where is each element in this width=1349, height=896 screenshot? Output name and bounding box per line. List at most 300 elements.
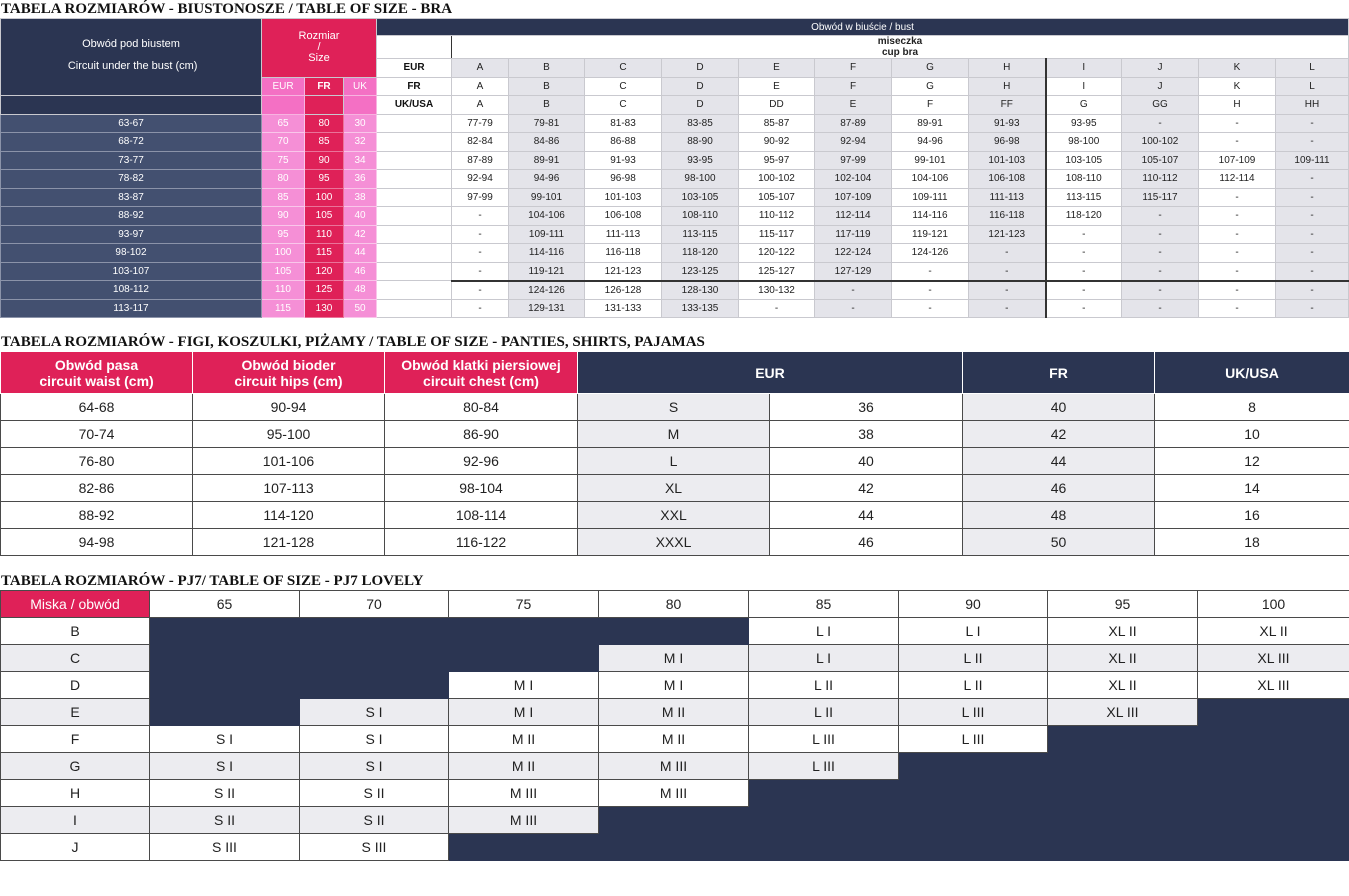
cup-header-en: cup bra (881, 47, 919, 58)
pj7-unavailable-cell (599, 807, 749, 834)
hips-value: 114-120 (193, 502, 385, 529)
pj7-unavailable-cell (1048, 834, 1198, 861)
pj7-unavailable-cell (1048, 780, 1198, 807)
pj7-cup-label: E (1, 699, 150, 726)
hips-value: 90-94 (193, 394, 385, 421)
bra-size-table (0, 18, 1349, 318)
bust-value: 112-114 (815, 207, 892, 226)
bust-value: 113-115 (1046, 188, 1122, 207)
bust-value: 115-117 (1122, 188, 1199, 207)
bra-row (1, 262, 1349, 281)
bust-value: 133-135 (662, 299, 739, 318)
uk-value: 8 (1155, 394, 1349, 421)
bust-value: 79-81 (509, 114, 585, 133)
size-fr: 110 (305, 225, 344, 244)
pj7-unavailable-cell (1198, 726, 1349, 753)
cup-label-uk-10: H (1199, 96, 1276, 115)
hips-value: 121-128 (193, 529, 385, 556)
chest-value: 86-90 (385, 421, 578, 448)
row-spacer (377, 170, 452, 189)
bust-value: - (1199, 114, 1276, 133)
eur-value: 38 (770, 421, 963, 448)
bust-value: - (892, 262, 969, 281)
pj7-size-value: S I (300, 753, 449, 780)
size-uk: 46 (344, 262, 377, 281)
size-eur: 65 (262, 114, 305, 133)
bust-value: 101-103 (585, 188, 662, 207)
pj7-corner-header: Miska / obwód (1, 591, 150, 618)
eur-value: 42 (770, 475, 963, 502)
size-col-fr-tail (305, 96, 344, 115)
bust-value: 99-101 (892, 151, 969, 170)
size-uk: 42 (344, 225, 377, 244)
fr-value: 50 (963, 529, 1155, 556)
bust-value: 93-95 (662, 151, 739, 170)
cup-label-uk-2: C (585, 96, 662, 115)
size-fr: 90 (305, 151, 344, 170)
bust-value: 109-111 (892, 188, 969, 207)
uk-value: 14 (1155, 475, 1349, 502)
size-eur: 115 (262, 299, 305, 318)
bust-value: - (1199, 299, 1276, 318)
pj7-table-title: TABELA ROZMIARÓW - PJ7/ TABLE OF SIZE - PJ7 LOVELY (1, 573, 424, 589)
bust-value: - (452, 225, 509, 244)
bra-row (1, 170, 1349, 189)
pj7-row (1, 699, 1349, 726)
bra-row (1, 207, 1349, 226)
uk-value: 18 (1155, 529, 1349, 556)
pj7-size-value: M I (449, 672, 599, 699)
size-eur: 90 (262, 207, 305, 226)
fr-header: FR (963, 352, 1155, 394)
pj7-size-value: XL II (1048, 672, 1198, 699)
pj7-size-value: L II (899, 672, 1048, 699)
bust-value: 94-96 (509, 170, 585, 189)
bust-value: - (1276, 281, 1349, 300)
letter-size-value: XL (578, 475, 770, 502)
uk-header: UK/USA (1155, 352, 1349, 394)
size-uk: 38 (344, 188, 377, 207)
bust-value: - (969, 299, 1046, 318)
bust-value: 114-116 (892, 207, 969, 226)
bust-value: 111-113 (585, 225, 662, 244)
bust-value: 121-123 (585, 262, 662, 281)
row-spacer (377, 281, 452, 300)
pj7-unavailable-cell (899, 807, 1048, 834)
bust-value: 120-122 (739, 244, 815, 263)
bust-value: 101-103 (969, 151, 1046, 170)
pj7-size-value: M II (599, 726, 749, 753)
size-uk: 32 (344, 133, 377, 152)
pj7-unavailable-cell (599, 618, 749, 645)
pj7-unavailable-cell (300, 618, 449, 645)
bust-value: 116-118 (585, 244, 662, 263)
bust-value: 98-100 (1046, 133, 1122, 152)
size-eur: 95 (262, 225, 305, 244)
waist-header-en: circuit waist (cm) (39, 372, 154, 389)
bust-value: - (1122, 281, 1199, 300)
size-header-en: Size (308, 52, 330, 65)
waist-value: 70-74 (1, 421, 193, 448)
bust-value: 123-125 (662, 262, 739, 281)
pj7-cup-label: D (1, 672, 150, 699)
bust-value: - (1276, 133, 1349, 152)
bust-value: 121-123 (969, 225, 1046, 244)
cup-label-eur-4: E (739, 59, 815, 78)
pj7-size-value: M II (599, 699, 749, 726)
hips-header-en: circuit hips (cm) (234, 372, 343, 389)
cup-label-eur-2: C (585, 59, 662, 78)
cup-label-fr-1: B (509, 77, 585, 96)
pj7-cup-label: B (1, 618, 150, 645)
cup-label-fr-4: E (739, 77, 815, 96)
cup-label-fr-11: L (1276, 77, 1349, 96)
cup-label-fr-2: C (585, 77, 662, 96)
underbust-header-pl: Obwód pod biustem (82, 38, 180, 50)
pj7-unavailable-cell (1198, 699, 1349, 726)
bust-value: - (1276, 188, 1349, 207)
cup-label-fr-6: G (892, 77, 969, 96)
size-uk: 40 (344, 207, 377, 226)
cup-header-pl: miseczka (877, 36, 923, 47)
fr-value: 40 (963, 394, 1155, 421)
pj7-size-value: XL II (1048, 618, 1198, 645)
pj7-size-value: S II (300, 807, 449, 834)
cup-label-fr-8: I (1046, 77, 1122, 96)
panties-row (1, 421, 1349, 448)
bust-value: - (1276, 207, 1349, 226)
bust-value: - (1199, 225, 1276, 244)
bust-value: - (1199, 207, 1276, 226)
pj7-size-value: XL II (1048, 645, 1198, 672)
panties-row (1, 529, 1349, 556)
bust-value: 87-89 (452, 151, 509, 170)
bust-value: - (969, 244, 1046, 263)
bust-value: 118-120 (662, 244, 739, 263)
bust-value: 95-97 (739, 151, 815, 170)
bra-row (1, 114, 1349, 133)
bust-value: - (1276, 299, 1349, 318)
cup-label-eur-9: J (1122, 59, 1199, 78)
chest-value: 108-114 (385, 502, 578, 529)
bust-value: 105-107 (739, 188, 815, 207)
bust-value: 114-116 (509, 244, 585, 263)
pj7-row (1, 753, 1349, 780)
letter-size-value: S (578, 394, 770, 421)
eur-value: 46 (770, 529, 963, 556)
cup-label-uk-8: G (1046, 96, 1122, 115)
chest-value: 116-122 (385, 529, 578, 556)
bust-value: - (452, 207, 509, 226)
bust-value: 89-91 (892, 114, 969, 133)
pj7-size-value: S I (150, 753, 300, 780)
pj7-cup-label: J (1, 834, 150, 861)
eur-header: EUR (578, 352, 963, 394)
pj7-size-value: XL II (1198, 618, 1349, 645)
bust-value: 82-84 (452, 133, 509, 152)
bust-value: 102-104 (815, 170, 892, 189)
pj7-size-value: M III (449, 807, 599, 834)
size-uk: 36 (344, 170, 377, 189)
bust-value: - (1276, 114, 1349, 133)
pj7-row (1, 807, 1349, 834)
cup-label-eur-10: K (1199, 59, 1276, 78)
bust-value: - (1046, 262, 1122, 281)
pj7-unavailable-cell (599, 834, 749, 861)
row-spacer (377, 262, 452, 281)
size-col-uk-tail (344, 96, 377, 115)
pj7-unavailable-cell (300, 645, 449, 672)
bust-value: 91-93 (585, 151, 662, 170)
size-header-slash: / (317, 41, 321, 54)
bust-value: 109-111 (509, 225, 585, 244)
bust-value: 99-101 (509, 188, 585, 207)
fr-value: 42 (963, 421, 1155, 448)
uk-value: 16 (1155, 502, 1349, 529)
underbust-girth: 113-117 (1, 299, 262, 318)
chest-header-en: circuit chest (cm) (423, 372, 539, 389)
bust-value: 96-98 (969, 133, 1046, 152)
bust-value: 86-88 (585, 133, 662, 152)
bust-value: - (1199, 133, 1276, 152)
pj7-girth-header: 65 (150, 591, 300, 618)
letter-size-value: L (578, 448, 770, 475)
bust-value: - (815, 299, 892, 318)
pj7-cup-label: I (1, 807, 150, 834)
bust-value: 91-93 (969, 114, 1046, 133)
pj7-unavailable-cell (899, 834, 1048, 861)
size-fr: 80 (305, 114, 344, 133)
bust-value: 104-106 (509, 207, 585, 226)
pj7-unavailable-cell (749, 834, 899, 861)
bra-row (1, 151, 1349, 170)
chest-header (385, 352, 578, 394)
bust-value: 97-99 (815, 151, 892, 170)
size-col-uk: UK (344, 77, 377, 96)
size-eur: 75 (262, 151, 305, 170)
pj7-cup-label: C (1, 645, 150, 672)
pj7-girth-header: 95 (1048, 591, 1198, 618)
panties-row (1, 502, 1349, 529)
bust-value: 125-127 (739, 262, 815, 281)
cup-label-eur-3: D (662, 59, 739, 78)
uk-value: 10 (1155, 421, 1349, 448)
bust-value: 119-121 (892, 225, 969, 244)
pj7-unavailable-cell (749, 780, 899, 807)
hips-value: 95-100 (193, 421, 385, 448)
bust-value: - (452, 299, 509, 318)
row-spacer (377, 151, 452, 170)
letter-size-value: XXXL (578, 529, 770, 556)
pj7-size-value: L I (749, 645, 899, 672)
pj7-size-value: L III (749, 753, 899, 780)
bra-row (1, 225, 1349, 244)
pj7-row (1, 726, 1349, 753)
bust-value: 108-110 (1046, 170, 1122, 189)
panties-row (1, 475, 1349, 502)
pj7-size-value: L III (749, 726, 899, 753)
bust-value: 116-118 (969, 207, 1046, 226)
bust-value: 87-89 (815, 114, 892, 133)
size-header-pl: Rozmiar (298, 30, 340, 43)
size-col-fr: FR (305, 77, 344, 96)
waist-header (1, 352, 193, 394)
chest-header-pl: Obwód klatki piersiowej (401, 356, 561, 373)
pj7-size-value: M II (449, 753, 599, 780)
cup-label-eur-5: F (815, 59, 892, 78)
pj7-unavailable-cell (1198, 780, 1349, 807)
pj7-unavailable-cell (150, 672, 300, 699)
size-eur: 85 (262, 188, 305, 207)
chest-value: 98-104 (385, 475, 578, 502)
bust-value: - (1046, 281, 1122, 300)
bra-row (1, 281, 1349, 300)
bust-value: 90-92 (739, 133, 815, 152)
cup-label-uk-6: F (892, 96, 969, 115)
bust-value: 107-109 (815, 188, 892, 207)
bust-value: 110-112 (1122, 170, 1199, 189)
bust-value: - (1122, 244, 1199, 263)
waist-value: 82-86 (1, 475, 193, 502)
pj7-unavailable-cell (150, 699, 300, 726)
fr-value: 46 (963, 475, 1155, 502)
cup-label-fr-0: A (452, 77, 509, 96)
pj7-size-value: L II (749, 672, 899, 699)
cup-label-eur-8: I (1046, 59, 1122, 78)
bust-value: 122-124 (815, 244, 892, 263)
bust-value: 118-120 (1046, 207, 1122, 226)
size-fr: 115 (305, 244, 344, 263)
bust-value: - (452, 244, 509, 263)
bust-value: 104-106 (892, 170, 969, 189)
cup-label-eur-0: A (452, 59, 509, 78)
pj7-size-value: S II (150, 780, 300, 807)
pj7-size-value: S III (300, 834, 449, 861)
fr-value: 44 (963, 448, 1155, 475)
bra-row (1, 133, 1349, 152)
bust-value: 88-90 (662, 133, 739, 152)
pj7-size-value: L III (899, 726, 1048, 753)
pj7-unavailable-cell (1198, 834, 1349, 861)
bra-table-title: TABELA ROZMIARÓW - BIUSTONOSZE / TABLE OF SIZE - BRA (1, 1, 453, 17)
underbust-girth: 108-112 (1, 281, 262, 300)
letter-size-value: XXL (578, 502, 770, 529)
pj7-size-value: XL III (1198, 672, 1349, 699)
letter-size-value: M (578, 421, 770, 448)
bust-value: 103-105 (1046, 151, 1122, 170)
bust-value: 100-102 (739, 170, 815, 189)
bust-value: 89-91 (509, 151, 585, 170)
pj7-unavailable-cell (449, 834, 599, 861)
pj7-size-table (0, 590, 1349, 861)
bust-value: 92-94 (815, 133, 892, 152)
pj7-size-value: XL III (1048, 699, 1198, 726)
size-fr: 95 (305, 170, 344, 189)
row-spacer (377, 225, 452, 244)
bust-value: 108-110 (662, 207, 739, 226)
cup-label-uk-3: D (662, 96, 739, 115)
fr-value: 48 (963, 502, 1155, 529)
underbust-girth: 98-102 (1, 244, 262, 263)
bust-value: 111-113 (969, 188, 1046, 207)
size-header (262, 19, 377, 78)
bust-value: 106-108 (969, 170, 1046, 189)
bust-value: 105-107 (1122, 151, 1199, 170)
size-fr: 130 (305, 299, 344, 318)
bust-value: 119-121 (509, 262, 585, 281)
eur-value: 36 (770, 394, 963, 421)
underbust-girth: 103-107 (1, 262, 262, 281)
pj7-unavailable-cell (749, 807, 899, 834)
pj7-size-value: S II (150, 807, 300, 834)
pj7-row (1, 645, 1349, 672)
uk-value: 12 (1155, 448, 1349, 475)
cup-label-uk-9: GG (1122, 96, 1199, 115)
pj7-unavailable-cell (150, 618, 300, 645)
bust-value: 129-131 (509, 299, 585, 318)
cup-label-fr-9: J (1122, 77, 1199, 96)
eur-value: 40 (770, 448, 963, 475)
bust-value: 112-114 (1199, 170, 1276, 189)
pj7-girth-header: 90 (899, 591, 1048, 618)
underbust-header (1, 19, 262, 96)
waist-value: 88-92 (1, 502, 193, 529)
size-fr: 125 (305, 281, 344, 300)
size-uk: 30 (344, 114, 377, 133)
hips-value: 107-113 (193, 475, 385, 502)
waist-value: 64-68 (1, 394, 193, 421)
cup-label-uk-0: A (452, 96, 509, 115)
bust-value: 110-112 (739, 207, 815, 226)
bust-value: 84-86 (509, 133, 585, 152)
pj7-row (1, 780, 1349, 807)
pj7-size-value: L III (899, 699, 1048, 726)
size-uk: 44 (344, 244, 377, 263)
pj7-unavailable-cell (899, 753, 1048, 780)
size-col-eur-tail (262, 96, 305, 115)
bust-value: 127-129 (815, 262, 892, 281)
bra-row (1, 299, 1349, 318)
bust-value: 115-117 (739, 225, 815, 244)
cup-label-eur-1: B (509, 59, 585, 78)
bust-value: 83-85 (662, 114, 739, 133)
bust-value: - (892, 281, 969, 300)
bust-header: Obwód w biuście / bust (377, 19, 1349, 36)
cup-label-eur-6: G (892, 59, 969, 78)
panties-size-table (0, 351, 1349, 556)
size-eur: 80 (262, 170, 305, 189)
bust-value: - (1122, 225, 1199, 244)
pj7-unavailable-cell (1048, 807, 1198, 834)
bust-value: 81-83 (585, 114, 662, 133)
size-eur: 70 (262, 133, 305, 152)
pj7-girth-header: 100 (1198, 591, 1349, 618)
pj7-unavailable-cell (1048, 726, 1198, 753)
bust-value: - (892, 299, 969, 318)
bust-value: - (1122, 262, 1199, 281)
cup-label-uk-7: FF (969, 96, 1046, 115)
system-label-eur: EUR (377, 59, 452, 78)
bust-value: - (1122, 299, 1199, 318)
bust-value: - (1276, 244, 1349, 263)
panties-row (1, 448, 1349, 475)
pj7-size-value: M I (599, 672, 749, 699)
cup-label-uk-1: B (509, 96, 585, 115)
pj7-size-value: L I (749, 618, 899, 645)
bust-value: 130-132 (739, 281, 815, 300)
bust-value: - (1046, 244, 1122, 263)
size-fr: 100 (305, 188, 344, 207)
